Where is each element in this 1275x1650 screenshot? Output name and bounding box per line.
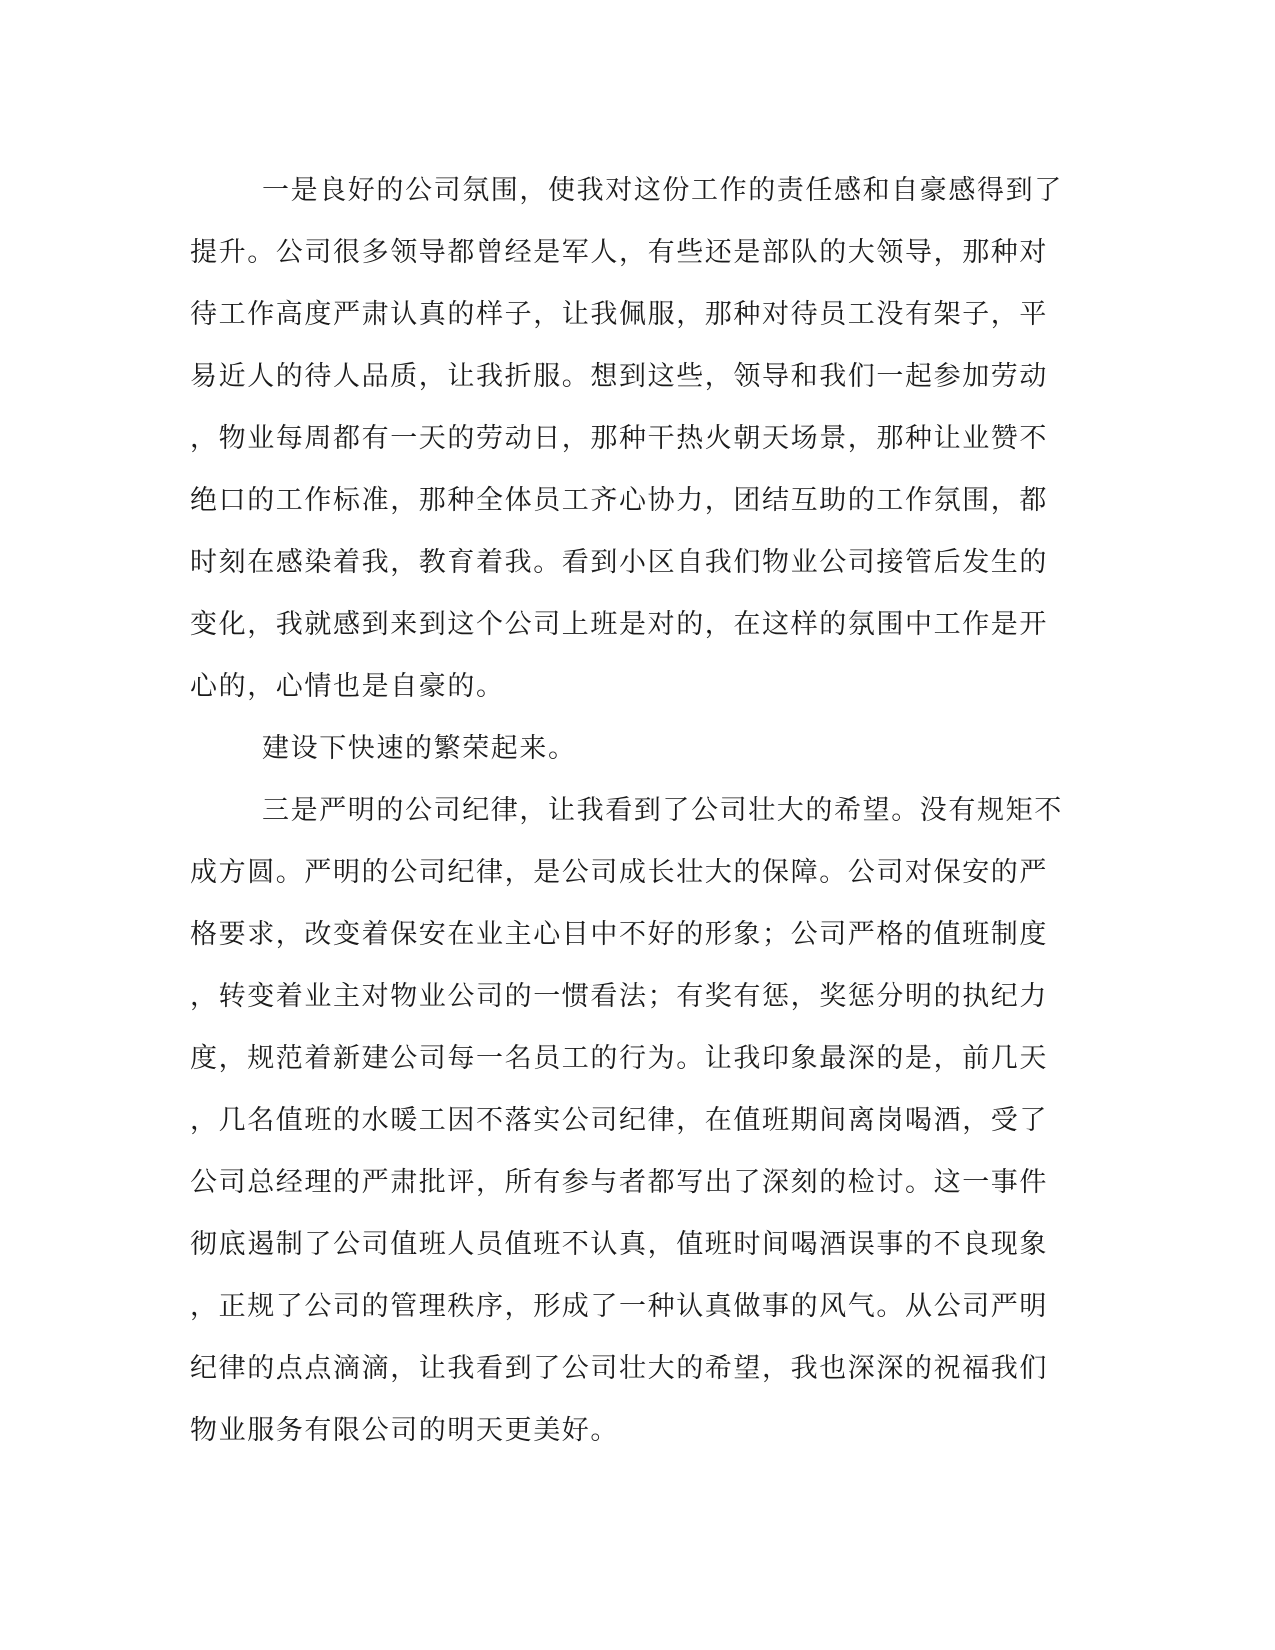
document-body <box>190 160 1090 1462</box>
text-line: 绝口的工作标准，那种全体员工齐心协力，团结互助的工作氛围，都 <box>190 485 1048 516</box>
text-line: 公司总经理的严肃批评，所有参与者都写出了深刻的检讨。这一事件 <box>190 1167 1048 1198</box>
text-line: 物业服务有限公司的明天更美好。 <box>190 1415 619 1446</box>
text-line: 变化，我就感到来到这个公司上班是对的，在这样的氛围中工作是开 <box>190 609 1048 640</box>
text-line: 时刻在感染着我，教育着我。看到小区自我们物业公司接管后发生的 <box>190 547 1048 578</box>
text-line: 一是良好的公司氛围，使我对这份工作的责任感和自豪感得到了 <box>262 175 1063 206</box>
text-line: 待工作高度严肃认真的样子，让我佩服，那种对待员工没有架子，平 <box>190 299 1048 330</box>
text-line: ，正规了公司的管理秩序，形成了一种认真做事的风气。从公司严明 <box>190 1291 1048 1322</box>
text-line: 易近人的待人品质，让我折服。想到这些，领导和我们一起参加劳动 <box>190 361 1048 392</box>
text-line: ，几名值班的水暖工因不落实公司纪律，在值班期间离岗喝酒，受了 <box>190 1105 1048 1136</box>
text-line: ，转变着业主对物业公司的一惯看法；有奖有惩，奖惩分明的执纪力 <box>190 981 1048 1012</box>
paragraph-company-discipline <box>190 780 1090 1462</box>
text-line: 纪律的点点滴滴，让我看到了公司壮大的希望，我也深深的祝福我们 <box>190 1353 1048 1384</box>
text-line: 彻底遏制了公司值班人员值班不认真，值班时间喝酒误事的不良现象 <box>190 1229 1048 1260</box>
text-line: 心的，心情也是自豪的。 <box>190 671 505 702</box>
paragraph-company-atmosphere <box>190 160 1090 718</box>
text-line: 三是严明的公司纪律，让我看到了公司壮大的希望。没有规矩不 <box>262 795 1063 826</box>
text-line: 度，规范着新建公司每一名员工的行为。让我印象最深的是，前几天 <box>190 1043 1048 1074</box>
text-line: 格要求，改变着保安在业主心目中不好的形象；公司严格的值班制度 <box>190 919 1048 950</box>
text-line: 成方圆。严明的公司纪律，是公司成长壮大的保障。公司对保安的严 <box>190 857 1048 888</box>
text-line: ，物业每周都有一天的劳动日，那种干热火朝天场景，那种让业赞不 <box>190 423 1048 454</box>
text-line: 建设下快速的繁荣起来。 <box>262 733 577 764</box>
text-line: 提升。公司很多领导都曾经是军人，有些还是部队的大领导，那种对 <box>190 237 1048 268</box>
paragraph-construction <box>190 718 1090 780</box>
